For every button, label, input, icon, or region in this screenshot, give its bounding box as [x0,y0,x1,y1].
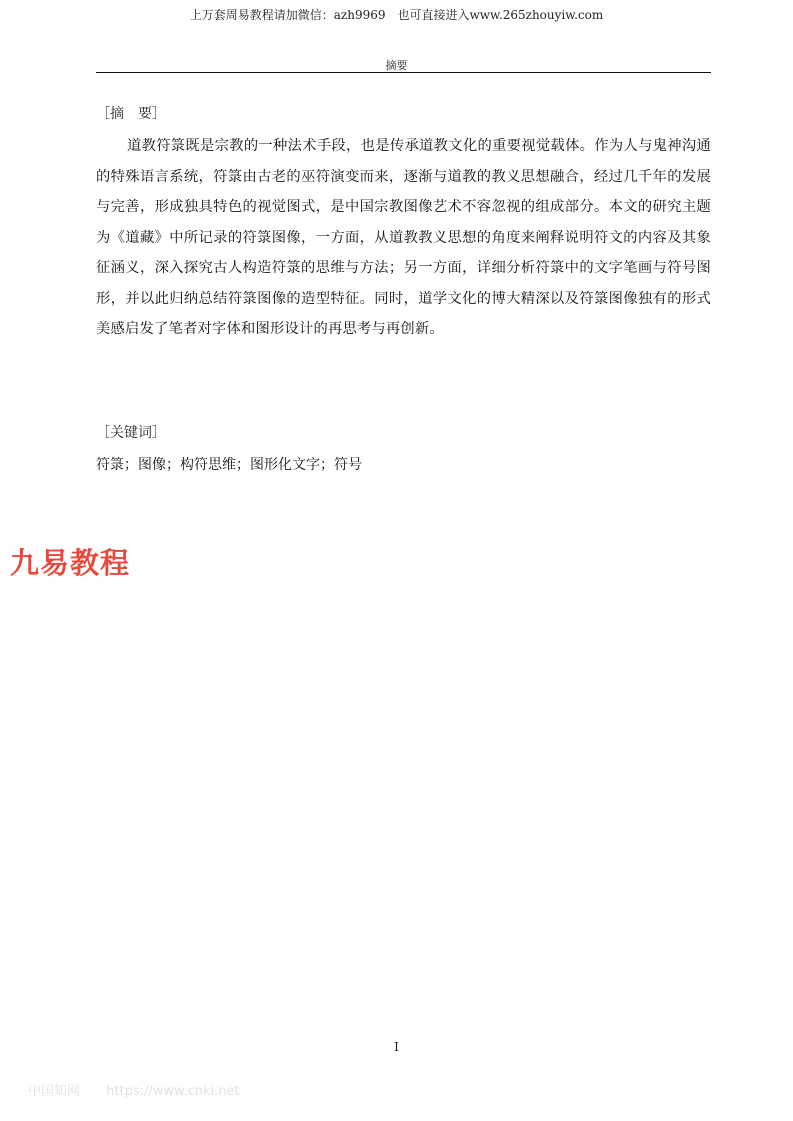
watermark-logo: 九易教程 [10,546,131,580]
top-banner: 上万套周易教程请加微信：azh9969 也可直接进入www.265zhouyiw.com [189,8,604,22]
footer-url: https://www.cnki.net [106,1084,240,1099]
header-rule [96,72,711,73]
keywords-label: ［关键词］ [96,425,166,441]
running-head: 摘要 [385,59,408,72]
keywords-text: 符箓；图像；构符思维；图形化文字；符号 [96,457,362,473]
page-number: I [394,1040,399,1054]
footer-watermark [28,1080,262,1099]
abstract-label: ［摘 要］ [96,106,166,122]
abstract-text: 道教符箓既是宗教的一种法术手段，也是传承道教文化的重要视觉载体。作为人与鬼神沟通的特殊语言系统，符箓由古老的巫符演变而来，逐渐与道教的教义思想融合，经过几千年的发展与完善，形成独具特色的视觉图式，是中国宗教图像艺术不容忽视的组成部分。本文的研究主题为《道藏》中所记录的符箓图像，一方面，从道教教义思想的角度来阐释说明符文的内容及其象征涵义，深入探究古人构造符箓的思维与方法；另一方面，详细分析符箓中的文字笔画与符号图形，并以此归纳总结符箓图像的造型特征。同时，道学文化的博大精深以及符箓图像独有的形式美感启发了笔者对字体和图形设计的再思考与再创新。 [96,138,711,337]
footer-site: 中国知网 [28,1084,81,1099]
